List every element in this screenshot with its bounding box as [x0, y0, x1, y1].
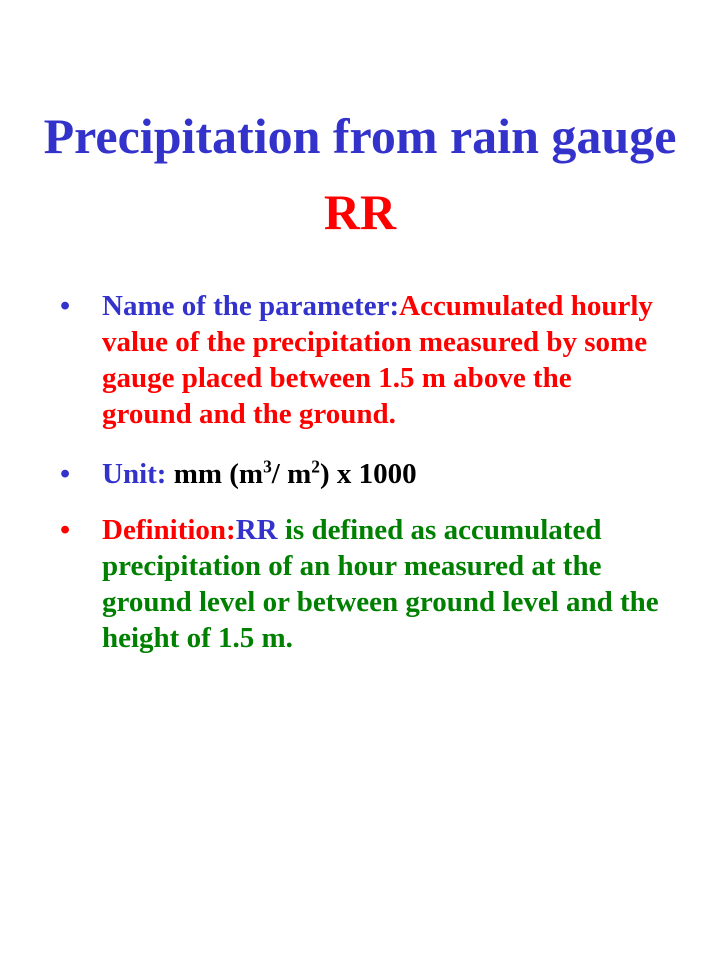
bullet-definition [60, 512, 660, 656]
bullet-parameter-name [60, 288, 660, 432]
title-main: Precipitation from rain gauge [43, 108, 677, 164]
bullet-marker: • [60, 458, 71, 490]
unit-label: Unit: [102, 458, 167, 490]
bullet-list [60, 288, 660, 656]
title-code: RR [323, 184, 397, 240]
bullet-marker: • [60, 290, 71, 322]
bullet-unit [60, 456, 660, 492]
slide-title [40, 98, 680, 250]
unit-value: mm ($m^3/$ $m^2$) x 1000 [173, 456, 417, 490]
parameter-name-label: Name of the parameter: [102, 290, 400, 322]
definition-label: Definition: [102, 514, 236, 546]
definition-code: RR [235, 514, 278, 546]
definition-text: is defined as accumulated precipitation of an hour measured at the ground level or between ground level and the height of 1.5 m. [102, 514, 659, 654]
parameter-name-text: Accumulated hourly value of the precipitation measured by some gauge placed between 1.5 m above the ground and the ground. [102, 290, 653, 430]
bullet-marker: • [60, 514, 71, 546]
